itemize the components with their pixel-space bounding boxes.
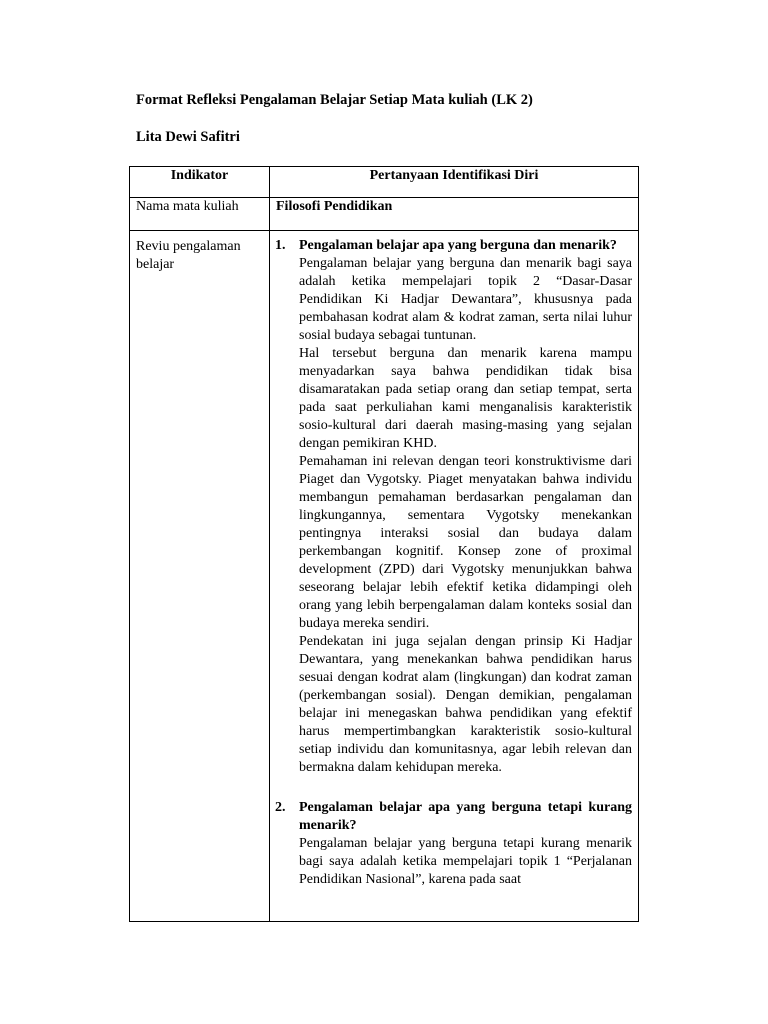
review-content <box>270 231 639 922</box>
question-item <box>275 237 632 777</box>
answer-paragraph: Hal tersebut berguna dan menarik karena mampu menyadarkan saya bahwa pendidikan tidak bisa disamaratakan pada setiap orang dan setiap tempat, serta pada saat perkuliahan kami menganalisis karakteristik sosio-kultural dari daerah masing-masing yang sejalan dengan pemikiran KHD. <box>299 346 632 451</box>
review-label: Reviu pengalaman belajar <box>130 231 270 922</box>
answer-paragraph: Pengalaman belajar yang berguna tetapi kurang menarik bagi saya adalah ketika mempelajari topik 1 “Perjalanan Pendidikan Nasional”, karena pada saat <box>299 836 632 887</box>
course-value: Filosofi Pendidikan <box>270 198 639 231</box>
answer-paragraph: Pendekatan ini juga sejalan dengan prinsip Ki Hadjar Dewantara, yang menekankan bahwa pendidikan harus sesuai dengan kodrat alam (lingkungan) dan kodrat zaman (perkembangan sosial). Dengan demikian, pengalaman belajar ini menegaskan bahwa pendidikan yang efektif harus mempertimbangkan karakteristik sosio-kultural setiap individu dan komunitasnya, agar lebih relevan dan bermakna dalam kehidupan mereka. <box>299 634 632 775</box>
course-label: Nama mata kuliah <box>130 198 270 231</box>
table-row <box>130 198 639 231</box>
table-header-row <box>130 167 639 198</box>
reflection-table <box>129 166 639 922</box>
question-number: 1. <box>275 238 286 253</box>
author-name: Lita Dewi Safitri <box>136 129 240 145</box>
header-indikator: Indikator <box>130 167 270 198</box>
document-title: Format Refleksi Pengalaman Belajar Setiap Mata kuliah (LK 2) <box>136 92 533 108</box>
question-number: 2. <box>275 800 286 815</box>
answer-paragraph: Pengalaman belajar yang berguna dan menarik bagi saya adalah ketika mempelajari topik 2 “Dasar-Dasar Pendidikan Ki Hadjar Dewantara”, khususnya pada pembahasan kodrat alam & kodrat zaman, serta nilai luhur sosial budaya sebagai tuntunan. <box>299 256 632 343</box>
table-row <box>130 231 639 922</box>
question-text: Pengalaman belajar apa yang berguna dan menarik? <box>299 238 617 253</box>
header-pertanyaan: Pertanyaan Identifikasi Diri <box>270 167 639 198</box>
question-text: Pengalaman belajar apa yang berguna tetapi kurang menarik? <box>299 800 632 833</box>
answer-paragraph: Pemahaman ini relevan dengan teori konstruktivisme dari Piaget dan Vygotsky. Piaget menyatakan bahwa individu membangun pemahaman berdasarkan pengalaman dan lingkungannya, sementara Vygotsky menekankan pentingnya interaksi sosial dan budaya dalam perkembangan kognitif. Konsep zone of proximal development (ZPD) dari Vygotsky menunjukkan bahwa seseorang belajar lebih efektif ketika didampingi oleh orang yang lebih berpengalaman dalam konteks sosial dan budaya mereka sendiri. <box>299 454 632 631</box>
question-item <box>275 799 632 889</box>
